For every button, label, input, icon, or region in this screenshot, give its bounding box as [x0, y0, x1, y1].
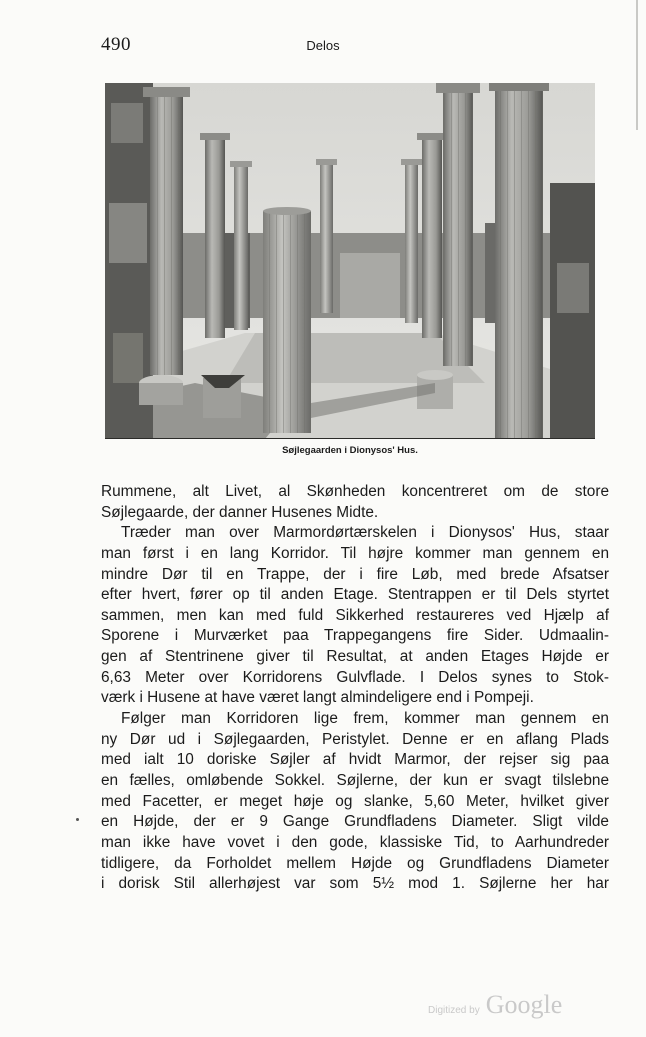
paragraph: [101, 709, 609, 895]
text-line: værk i Husene at have været langt almindeligere end i Pompeji.: [101, 689, 534, 707]
watermark-prefix: Digitized by: [428, 1005, 480, 1016]
peristyle-photograph: [105, 83, 595, 439]
text-line: efter hvert, fører op til anden Etage. Stentrappen er til Dels styrtet: [101, 586, 609, 604]
text-line: mindre Dør til en Trappe, der i fire Løb, med brede Afsatser: [101, 565, 609, 583]
body-text: [101, 482, 609, 895]
figure-caption: Søjlegaarden i Dionysos' Hus.: [282, 445, 418, 456]
running-title: Delos: [306, 38, 340, 53]
text-line: Følger man Korridoren lige frem, kommer man gennem en: [121, 710, 609, 728]
text-line: ny Dør ud i Søjlegaarden, Peristylet. Denne er en aflang Plads: [101, 730, 609, 748]
text-line: 6,63 Meter over Korridorens Gulvflade. I Delos synes to Stok-: [101, 668, 609, 686]
paragraph: [101, 482, 609, 523]
text-line: Træder man over Marmordørtærskelen i Dionysos' Hus, staar: [121, 524, 609, 542]
text-line: tidligere, da Forholdet mellem Højde og Grundfladens Diameter: [101, 854, 609, 872]
text-line: sammen, men kan med fuld Sikkerhed restaureres ved Hjælp af: [101, 606, 609, 624]
text-line: en Højde, der er 9 Gange Grundfladens Diameter. Sligt vilde: [101, 813, 609, 831]
text-line: med ialt 10 doriske Søjler af hvidt Marmor, der rejser sig paa: [101, 751, 609, 769]
text-line: i dorisk Stil allerhøjest var som 5½ mod 1. Søjlerne her har: [101, 875, 609, 893]
margin-speck: [76, 818, 79, 821]
text-line: Søjlegaarde, der danner Husenes Midte.: [101, 503, 379, 521]
text-line: man først i en lang Korridor. Til højre kommer man gennem en: [101, 544, 609, 562]
watermark-brand: Google: [485, 990, 563, 1019]
page-number: 490: [101, 34, 131, 55]
text-line: Sporene i Murværket paa Trappegangens fire Sider. Udmaalin-: [101, 627, 609, 645]
text-line: en fælles, omløbende Sokkel. Søjlerne, der kun er svagt tilslebne: [101, 771, 609, 789]
page-edge-mark: [636, 0, 638, 130]
digitized-watermark: [428, 990, 562, 1020]
paragraph: [101, 523, 609, 709]
text-line: Rummene, alt Livet, al Skønheden koncentreret om de store: [101, 483, 609, 500]
text-line: gen af Stentrinene giver til Resultat, at anden Etages Højde er: [101, 648, 609, 666]
text-line: man ikke have vovet i den gode, klassiske Tid, to Aarhundreder: [101, 833, 609, 851]
text-line: med Facetter, er meget høje og slanke, 5,60 Meter, hvilket giver: [101, 792, 609, 810]
